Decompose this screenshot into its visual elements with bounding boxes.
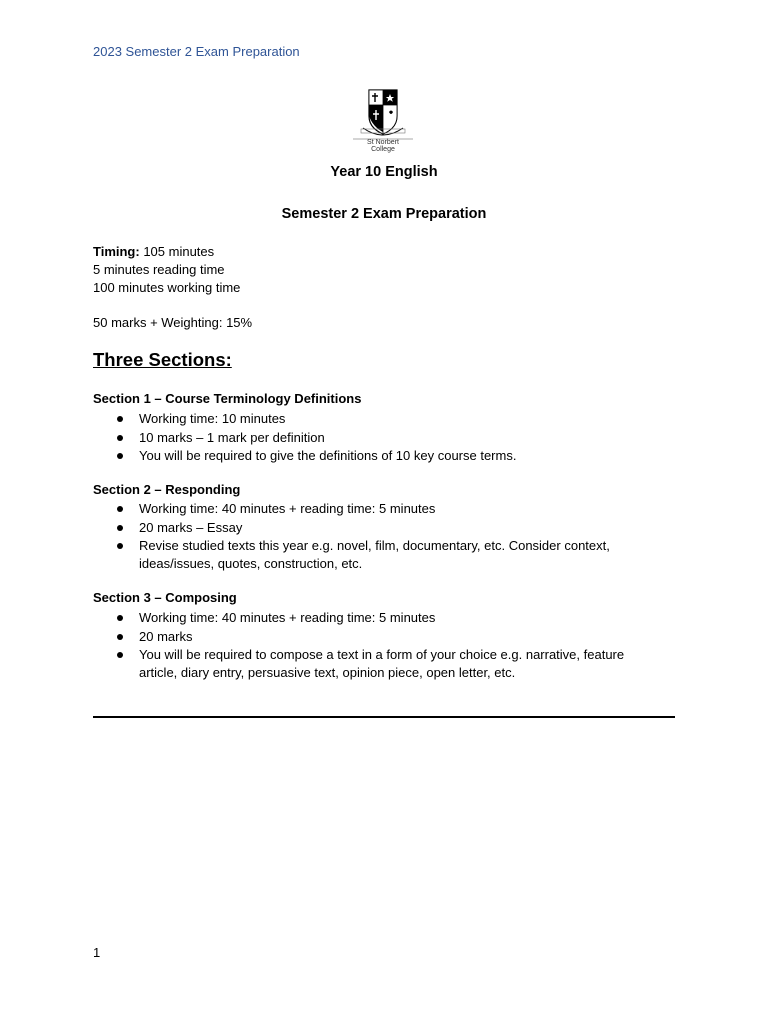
bullet-icon: [117, 416, 123, 422]
section-3-heading: Section 3 – Composing: [93, 590, 237, 605]
bullet-icon: [117, 525, 123, 531]
working-time: 100 minutes working time: [93, 280, 241, 295]
document-subtitle: Semester 2 Exam Preparation: [281, 206, 487, 222]
bullet-icon: [117, 435, 123, 441]
logo-caption: [349, 139, 417, 153]
logo-caption-line-1: St Norbert: [367, 139, 399, 146]
list-item: [93, 646, 663, 682]
bullet-icon: [117, 506, 123, 512]
section-1-heading: Section 1 – Course Terminology Definitions: [93, 391, 362, 406]
reading-time: 5 minutes reading time: [93, 262, 225, 277]
horizontal-rule: [93, 716, 675, 718]
list-item: [93, 447, 663, 465]
logo-caption-line-2: College: [371, 146, 395, 153]
bullet-icon: [117, 543, 123, 549]
page-number: 1: [93, 945, 101, 960]
list-item: [93, 429, 663, 447]
list-item-text: 20 marks – Essay: [139, 519, 243, 535]
bullet-icon: [117, 453, 123, 459]
list-item-text: 10 marks – 1 mark per definition: [139, 429, 325, 445]
document-title: Year 10 English: [330, 164, 438, 180]
list-item-text: 20 marks: [139, 628, 193, 644]
bullet-icon: [117, 652, 123, 658]
page-header: 2023 Semester 2 Exam Preparation: [93, 44, 300, 59]
list-item: [93, 500, 663, 518]
list-item: [93, 609, 663, 627]
list-item-text: Working time: 40 minutes + reading time: 5 minutes: [139, 610, 436, 625]
bullet-icon: [117, 634, 123, 640]
marks-weighting: 50 marks + Weighting: 15%: [93, 315, 253, 330]
list-item-text: You will be required to compose a text in a form of your choice e.g. narrative, feature article, diary entry, persuasive text, opinion piece, open letter, etc.: [139, 647, 625, 680]
list-item: [93, 410, 663, 428]
timing-label: Timing:: [93, 244, 140, 259]
list-item-text: Working time: 40 minutes + reading time: 5 minutes: [139, 501, 436, 516]
sections-heading: Three Sections:: [93, 349, 232, 370]
section-2-list: [93, 500, 663, 574]
list-item: [93, 537, 663, 573]
bullet-icon: [117, 615, 123, 621]
list-item-text: You will be required to give the definitions of 10 key course terms.: [139, 448, 517, 463]
timing-value: 105 minutes: [139, 244, 215, 259]
list-item: [93, 519, 663, 537]
list-item-text: Working time: 10 minutes: [139, 411, 286, 426]
section-3-list: [93, 609, 663, 683]
list-item-text: Revise studied texts this year e.g. novel, film, documentary, etc. Consider context, ideas/issues, quotes, construction, etc.: [139, 538, 610, 571]
timing-line: [93, 243, 214, 261]
list-item: [93, 628, 663, 646]
section-1-list: [93, 410, 663, 466]
section-2-heading: Section 2 – Responding: [93, 482, 241, 497]
